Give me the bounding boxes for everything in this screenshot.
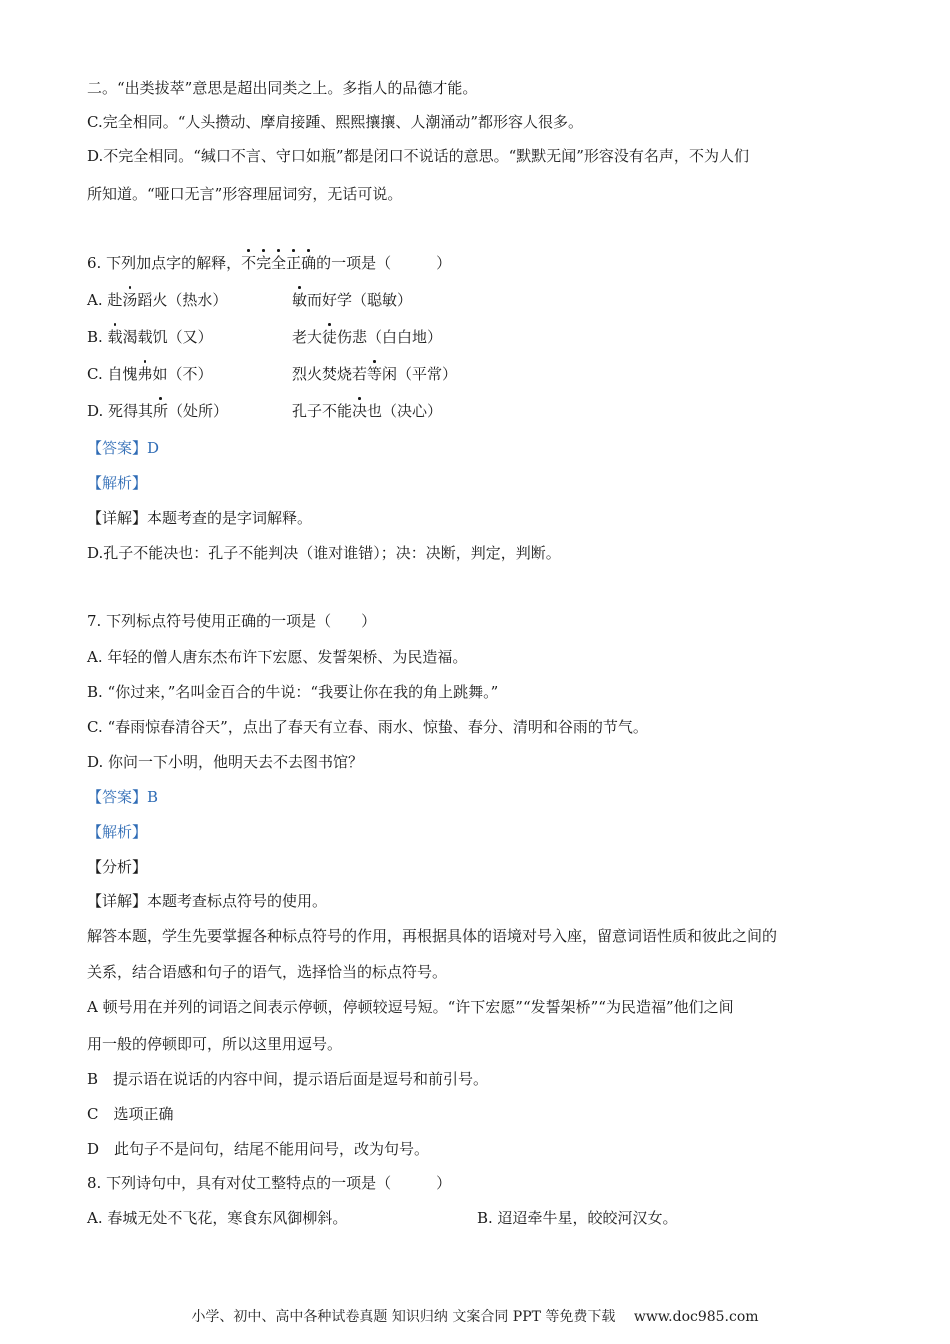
q8-option-b: B. 迢迢牵牛星，皎皎河汉女。 bbox=[477, 1209, 678, 1227]
q6-detail: 【详解】本题考查的是字词解释。 bbox=[87, 509, 313, 527]
q6-option-c-left: C. 自愧弗如（不） bbox=[87, 365, 213, 383]
q7-method-line1: 解答本题，学生先要掌握各种标点符号的作用，再根据具体的语境对号入座，留意词语性质和彼此之间的 bbox=[87, 927, 778, 945]
q6-option-a-right: 敏而好学（聪敏） bbox=[292, 291, 413, 309]
q7-answer: 【答案】B bbox=[87, 788, 159, 806]
q7-option-b: B. “你过来，”名叫金百合的牛说：“我要让你在我的角上跳舞。” bbox=[87, 683, 499, 701]
q7-option-d: D. 你问一下小明，他明天去不去图书馆？ bbox=[87, 753, 364, 771]
q7-option-a: A. 年轻的僧人唐东杰布许下宏愿、发誓架桥、为民造福。 bbox=[87, 648, 468, 666]
page-footer: 小学、初中、高中各种试卷真题 知识归纳 文案合同 PPT 等免费下载 www.doc985.com bbox=[191, 1309, 759, 1325]
q5-option-d-line1: D.不完全相同。“缄口不言、守口如瓶”都是闭口不说话的意思。“默默无闻”形容没有名声，不为人们 bbox=[87, 147, 749, 165]
q7-explain-a-line2: 用一般的停顿即可，所以这里用逗号。 bbox=[87, 1035, 343, 1053]
q6-option-b-left: B. 载渴载饥（又） bbox=[87, 328, 213, 346]
q5-option-d-line2: 所知道。“哑口无言”形容理屈词穷，无话可说。 bbox=[87, 185, 403, 203]
q7-explain-b: B 提示语在说话的内容中间，提示语后面是逗号和前引号。 bbox=[87, 1070, 489, 1088]
q6-explanation: D.孔子不能决也：孔子不能判决（谁对谁错）；决：决断，判定，判断。 bbox=[87, 544, 561, 562]
q8-title: 8. 下列诗句中，具有对仗工整特点的一项是（ ） bbox=[87, 1174, 452, 1192]
q6-option-b-right: 老大徒伤悲（白白地） bbox=[292, 328, 443, 346]
q6-answer: 【答案】D bbox=[87, 439, 160, 457]
q7-method-line2: 关系，结合语感和句子的语气，选择恰当的标点符号。 bbox=[87, 963, 448, 981]
q6-option-c-right: 烈火焚烧若等闲（平常） bbox=[292, 365, 458, 383]
q7-detail: 【详解】本题考查标点符号的使用。 bbox=[87, 892, 328, 910]
q7-explain-d: D 此句子不是问句，结尾不能用问号，改为句号。 bbox=[87, 1140, 430, 1158]
q5-option-c: C.完全相同。“人头攒动、摩肩接踵、熙熙攘攘、人潮涌动”都形容人很多。 bbox=[87, 113, 584, 131]
q7-explain-a-line1: A 顿号用在并列的词语之间表示停顿，停顿较逗号短。“许下宏愿”“发誓架桥”“为民造福”他们之间 bbox=[87, 998, 734, 1016]
q6-option-d-right: 孔子不能决也（决心） bbox=[292, 402, 443, 420]
q6-option-d-left: D. 死得其所（处所） bbox=[87, 402, 229, 420]
q7-explain-c: C 选项正确 bbox=[87, 1105, 174, 1123]
q8-option-a: A. 春城无处不飞花，寒食东风御柳斜。 bbox=[87, 1209, 348, 1227]
q7-option-c: C. “春雨惊春清谷天”，点出了春天有立春、雨水、惊蛰、春分、清明和谷雨的节气。 bbox=[87, 718, 648, 736]
q6-title: 6. 下列加点字的解释，不完全正确的一项是（ ） bbox=[87, 254, 452, 272]
q6-option-a-left: A. 赴汤蹈火（热水） bbox=[87, 291, 228, 309]
q7-title: 7. 下列标点符号使用正确的一项是（ ） bbox=[87, 612, 377, 630]
q7-fenxi-heading: 【分析】 bbox=[87, 858, 148, 876]
q7-analysis-heading: 【解析】 bbox=[87, 823, 148, 841]
q6-analysis-heading: 【解析】 bbox=[87, 474, 148, 492]
q5-option-b-tail: 二。“出类拔萃”意思是超出同类之上。多指人的品德才能。 bbox=[87, 79, 478, 97]
